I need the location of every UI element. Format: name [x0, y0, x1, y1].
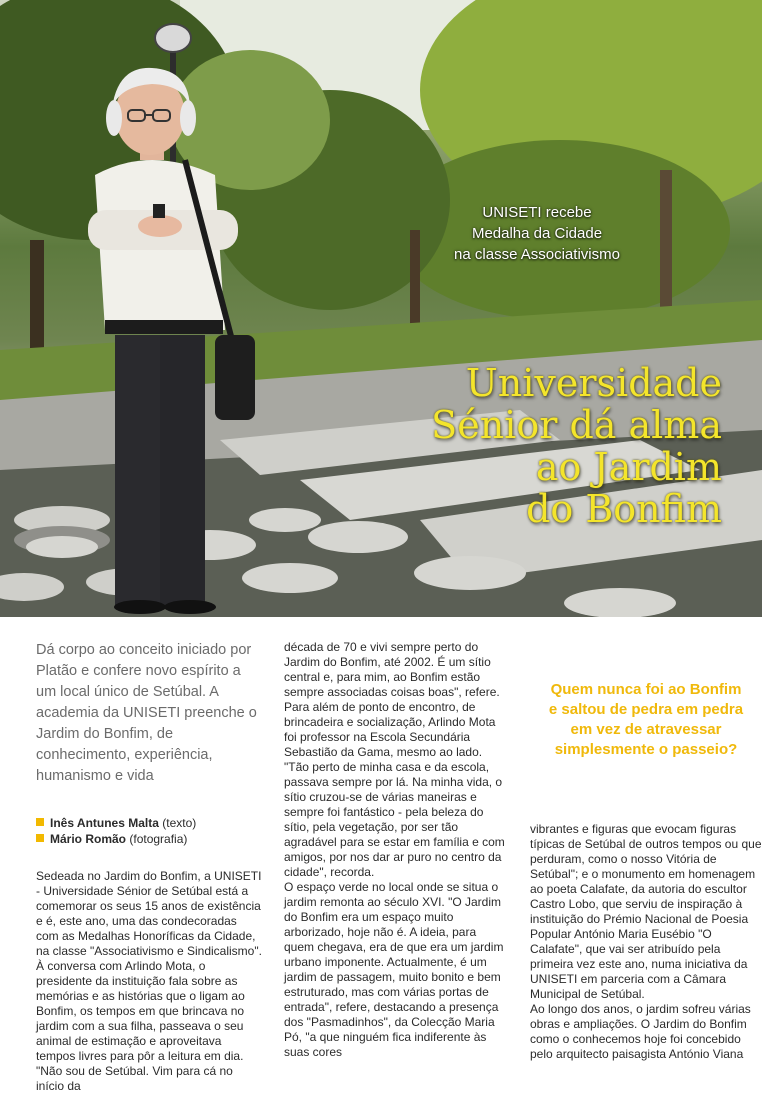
body-paragraph: Ao longo dos anos, o jardim sofreu várias obras e ampliações. O Jardim do Bonfim como o conhecemos hoje foi concebido pelo arquitecto paisagista António Viana	[530, 1002, 751, 1061]
pull-quote-line: simplesmente o passeio?	[554, 741, 738, 758]
headline-line: Sénior dá alma	[431, 403, 722, 447]
article-kicker	[417, 202, 657, 265]
credit-line	[36, 815, 262, 831]
photographer-role: (fotografia)	[129, 832, 188, 846]
article-headline	[342, 362, 722, 530]
author-name: Inês Antunes Malta	[50, 816, 159, 830]
text-column-3	[530, 822, 762, 1062]
headline-line: do Bonfim	[526, 487, 722, 531]
pull-quote-line: Quem nunca foi ao Bonfim	[550, 681, 742, 698]
pull-quote-line: em vez de atravessar	[570, 721, 722, 738]
kicker-line: Medalha da Cidade	[471, 225, 603, 242]
body-paragraph: década de 70 e vivi sempre perto do Jardim do Bonfim, até 2002. É um sítio central e, para mim, ao Bonfim estão sempre associadas coisas boas", refere. Para além de ponto de encontro, de brincadeira e socialização, Arlindo Mota foi professor na Escola Secundária Sebastião da Gama, mesmo ao lado. "Tão perto de minha casa e da escola, passava sempre por lá. Na minha vida, o sítio cruzou-se de várias maneiras e sempre foi fantástico - pela beleza do sítio, pela vegetação, por ser tão agradável para se estar em família e com amigos, por nos dar ar puro no centro da cidade", recorda.	[284, 640, 505, 879]
body-paragraph: O espaço verde no local onde se situa o jardim remonta ao século XVI. "O Jardim do Bonfim era um espaço muito arborizado, hoje não é. A ideia, para quem chegava, era de que era um jardim urbano imponente. Actualmente, é um jardim de passagem, muito bonito e bem estruturado, mas com várias portas de entrada", refere, destacando a presença dos "Pasmadinhos", da Colecção Maria Pó, "a que ninguém fica indiferente às suas cores	[284, 880, 504, 1059]
author-role: (texto)	[162, 816, 197, 830]
body-paragraph: Sedeada no Jardim do Bonfim, a UNISETI - Universidade Sénior de Setúbal está a comemorar os seus 15 anos de existência e é, este ano, uma das condecoradas com as Medalhas Honoríficas da Cidade, na classe "Associativismo e Sindicalismo". À conversa com Arlindo Mota, o presidente da instituição fala sobre as memórias e as histórias que o ligam ao Bonfim, os tempos em que brincava no jardim com a sua filha, passeava o seu animal de estimação e aproveitava tempos livres para pôr a leitura em dia. "Não sou de Setúbal. Vim para cá no início da	[36, 869, 262, 1093]
photographer-name: Mário Romão	[50, 832, 127, 846]
pull-quote-line: e saltou de pedra em pedra	[548, 701, 744, 718]
body-paragraph: vibrantes e figuras que evocam figuras típicas de Setúbal de outros tempos ou que perduram, como o nosso Vitória de Setúbal"; e o monumento em homenagem ao poeta Calafate, da autoria do escultor Castro Lobo, que serviu de inspiração à instituição do Prémio Nacional de Poesia Popular António Maria Eusébio "O Calafate", que vai ser atribuído pela primeira vez este ano, numa iniciativa da UNISETI em parceria com a Câmara Municipal de Setúbal.	[530, 822, 762, 1001]
credit-line	[36, 831, 262, 847]
headline-line: ao Jardim	[535, 445, 722, 489]
text-column-1	[36, 640, 262, 1094]
credit-marker-icon	[36, 818, 44, 826]
text-column-2	[284, 640, 508, 1060]
pull-quote	[530, 680, 762, 760]
kicker-line: UNISETI recebe	[482, 204, 592, 221]
kicker-line: na classe Associativismo	[454, 246, 620, 263]
credits	[36, 815, 262, 847]
headline-line: Universidade	[465, 361, 722, 405]
article-lede: Dá corpo ao conceito iniciado por Platão e confere novo espírito a um local único de Setúbal. A academia da UNISETI preenche o Jardim do Bonfim, de conhecimento, experiência, humanismo e vida	[36, 642, 257, 784]
credit-marker-icon	[36, 834, 44, 842]
